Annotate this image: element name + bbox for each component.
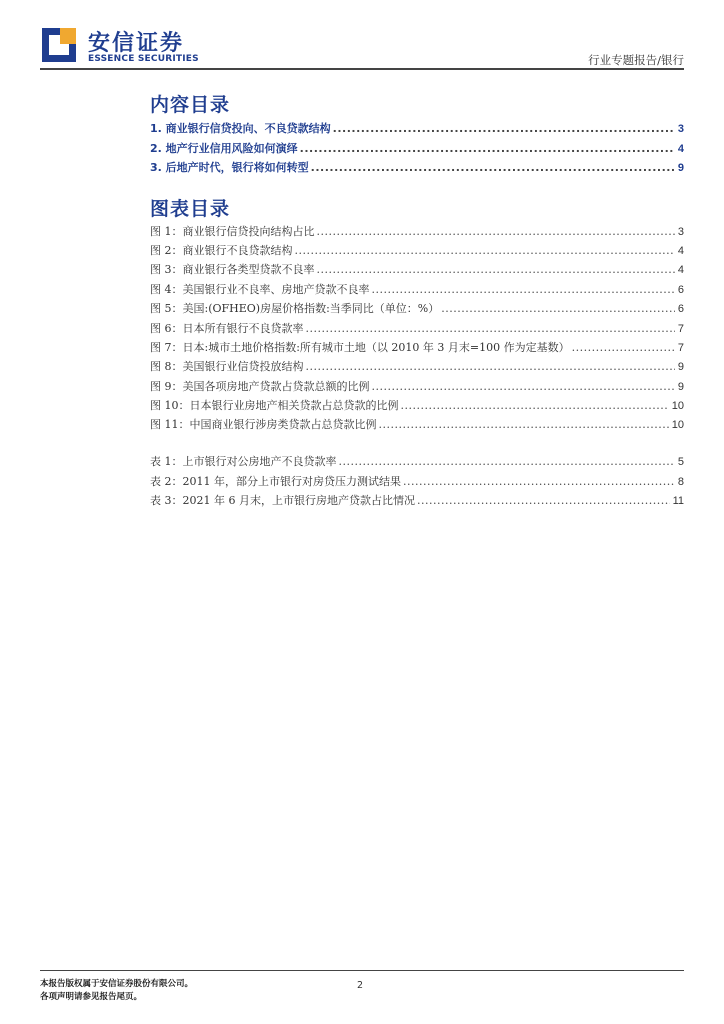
toc-item[interactable] [150, 159, 684, 175]
footer-divider [40, 970, 684, 971]
figure-item-text: 图 3：商业银行各类型贷款不良率 [150, 263, 315, 276]
dot-leader [300, 142, 675, 155]
figures-title: 图表目录 [150, 198, 231, 220]
footer-copyright: 本报告版权属于安信证券股份有限公司。 [40, 979, 194, 989]
dot-leader [333, 122, 675, 135]
table-item[interactable] [150, 473, 684, 489]
table-item-page: 5 [677, 456, 684, 468]
dot-leader [572, 341, 675, 354]
table-item[interactable] [150, 453, 684, 469]
figure-item[interactable] [150, 281, 684, 297]
figure-item[interactable] [150, 300, 684, 316]
figure-item[interactable] [150, 223, 684, 239]
essence-logo-icon [40, 26, 78, 64]
table-item-text: 表 2：2011 年，部分上市银行对房贷压力测试结果 [150, 475, 401, 488]
brand-name-cn: 安信证券 [88, 31, 185, 56]
figure-item-text: 图 7：日本:城市土地价格指数:所有城市土地（以 2010 年 3 月末=100 作为定基数） [150, 341, 570, 354]
toc-item-text: 1. 商业银行信贷投向、不良贷款结构 [150, 122, 331, 135]
figure-item-text: 图 9：美国各项房地产贷款占贷款总额的比例 [150, 380, 370, 393]
dot-leader [441, 302, 675, 315]
brand-name-en: ESSENCE SECURITIES [88, 54, 199, 64]
page-header [0, 0, 724, 72]
report-type: 行业专题报告/银行 [588, 53, 684, 67]
dot-leader [317, 263, 675, 276]
figure-item-page: 6 [677, 303, 684, 315]
dot-leader [417, 494, 670, 507]
table-item-text: 表 1：上市银行对公房地产不良贷款率 [150, 455, 337, 468]
dot-leader [306, 360, 675, 373]
figure-item[interactable] [150, 358, 684, 374]
figure-item[interactable] [150, 242, 684, 258]
figure-item-page: 10 [671, 400, 684, 412]
figure-item-page: 4 [677, 264, 684, 276]
toc-item-page: 4 [677, 143, 684, 155]
figure-item-page: 9 [677, 361, 684, 373]
figure-item-text: 图 11：中国商业银行涉房类贷款占总贷款比例 [150, 418, 377, 431]
table-item-text: 表 3：2021 年 6 月末，上市银行房地产贷款占比情况 [150, 494, 415, 507]
figure-item-page: 4 [677, 245, 684, 257]
dot-leader [372, 283, 675, 296]
figure-item-text: 图 10：日本银行业房地产相关贷款占总贷款的比例 [150, 399, 399, 412]
figure-item[interactable] [150, 378, 684, 394]
contents-title: 内容目录 [150, 94, 231, 116]
toc-item[interactable] [150, 140, 684, 156]
dot-leader [379, 418, 669, 431]
figure-item-text: 图 6：日本所有银行不良贷款率 [150, 322, 304, 335]
dot-leader [401, 399, 669, 412]
figure-item[interactable] [150, 416, 684, 432]
figure-item-page: 7 [677, 342, 684, 354]
dot-leader [317, 225, 675, 238]
footer-notice: 各项声明请参见报告尾页。 [40, 992, 143, 1002]
figure-item[interactable] [150, 339, 684, 355]
figure-item-text: 图 8：美国银行业信贷投放结构 [150, 360, 304, 373]
figure-item-page: 7 [677, 323, 684, 335]
dot-leader [311, 161, 675, 174]
table-item-page: 11 [672, 495, 684, 507]
dot-leader [339, 455, 675, 468]
dot-leader [372, 380, 675, 393]
toc-item[interactable] [150, 120, 684, 136]
figure-item-text: 图 2：商业银行不良贷款结构 [150, 244, 293, 257]
dot-leader [295, 244, 675, 257]
table-item-page: 8 [677, 476, 684, 488]
toc-item-page: 3 [677, 123, 684, 135]
toc-item-text: 3. 后地产时代，银行将如何转型 [150, 161, 309, 174]
figure-item-page: 3 [677, 226, 684, 238]
dot-leader [306, 322, 675, 335]
figure-item-page: 9 [677, 381, 684, 393]
dot-leader [403, 475, 675, 488]
toc-item-page: 9 [677, 162, 684, 174]
figure-item[interactable] [150, 261, 684, 277]
header-divider [40, 68, 684, 70]
table-item[interactable] [150, 492, 684, 508]
page-number: 2 [357, 980, 364, 991]
figure-item-text: 图 1：商业银行信贷投向结构占比 [150, 225, 315, 238]
figure-item[interactable] [150, 320, 684, 336]
figure-item[interactable] [150, 397, 684, 413]
toc-item-text: 2. 地产行业信用风险如何演绎 [150, 142, 298, 155]
figure-item-page: 6 [677, 284, 684, 296]
figure-item-text: 图 4：美国银行业不良率、房地产贷款不良率 [150, 283, 370, 296]
footer-disclaimer [40, 978, 193, 1004]
figure-item-text: 图 5：美国:(OFHEO)房屋价格指数:当季同比（单位：%） [150, 302, 440, 315]
figure-item-page: 10 [671, 419, 684, 431]
